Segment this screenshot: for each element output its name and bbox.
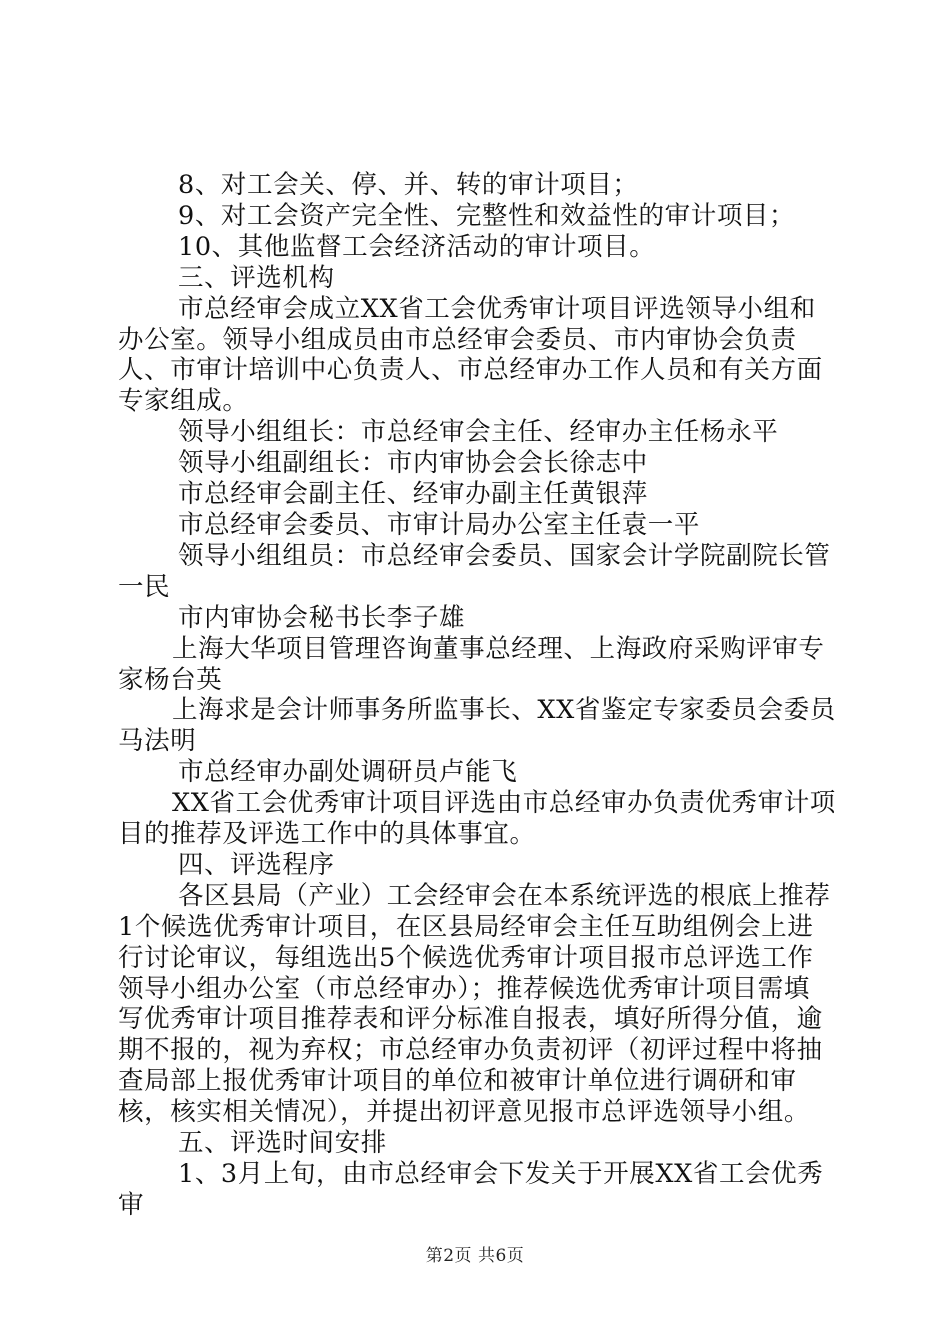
list-item: 10、其他监督工会经济活动的审计项目。: [178, 231, 656, 262]
paragraph: 各区县局（产业）工会经审会在本系统评选的根底上推荐1个候选优秀审计项目，在区县局经审会主任互助组例会上进行讨论审议，每组选出5个候选优秀审计项目报市总评选工作领导小组办公室（市总经审办）；推荐候选优秀审计项目需填写优秀审计项目推荐表和评分标准自报表，填好所得分值，逾期不报的，视为弃权；市总经审办负责初评（初评过程中将抽查局部上报优秀审计项目的单位和被审计单位进行调研和审核，核实相关情况），并提出初评意见报市总评选领导小组。: [118, 880, 831, 1128]
page-number-footer: 第2页 共6页: [425, 1246, 525, 1266]
list-item: 8、对工会关、停、并、转的审计项目；: [178, 170, 639, 200]
paragraph: 市总经审办副处调研员卢能飞: [178, 757, 518, 788]
paragraph: 市总经审会成立XX省工会优秀审计项目评选领导小组和办公室。领导小组成员由市总经审会委员、市内审协会负责人、市审计培训中心负责人、市总经审办工作人员和有关方面专家组成。: [118, 293, 823, 417]
document-body: [118, 170, 836, 1221]
section-heading: 五、评选时间安排: [178, 1128, 387, 1159]
paragraph: 上海求是会计师事务所监事长、XX省鉴定专家委员会委员马法明: [118, 695, 836, 757]
paragraph: XX省工会优秀审计项目评选由市总经审办负责优秀审计项目的推荐及评选工作中的具体事宜。: [118, 788, 836, 850]
paragraph: 领导小组组长：市总经审会主任、经审办主任杨永平: [178, 417, 779, 448]
section-heading: 四、评选程序: [178, 849, 335, 880]
list-item: 9、对工会资产完全性、完整性和效益性的审计项目；: [178, 200, 796, 231]
paragraph: 市总经审会委员、市审计局办公室主任袁一平: [178, 509, 701, 540]
section-heading: 三、评选机构: [178, 262, 335, 293]
paragraph: 市总经审会副主任、经审办副主任黄银萍: [178, 479, 648, 510]
paragraph: 1、3月上旬，由市总经审会下发关于开展XX省工会优秀审: [118, 1159, 824, 1220]
paragraph: 领导小组组员：市总经审会委员、国家会计学院副院长管一民: [118, 540, 831, 602]
paragraph: 市内审协会秘书长李子雄: [178, 602, 466, 633]
paragraph: 上海大华项目管理咨询董事总经理、上海政府采购评审专家杨台英: [118, 633, 825, 695]
paragraph: 领导小组副组长：市内审协会会长徐志中: [178, 448, 648, 479]
